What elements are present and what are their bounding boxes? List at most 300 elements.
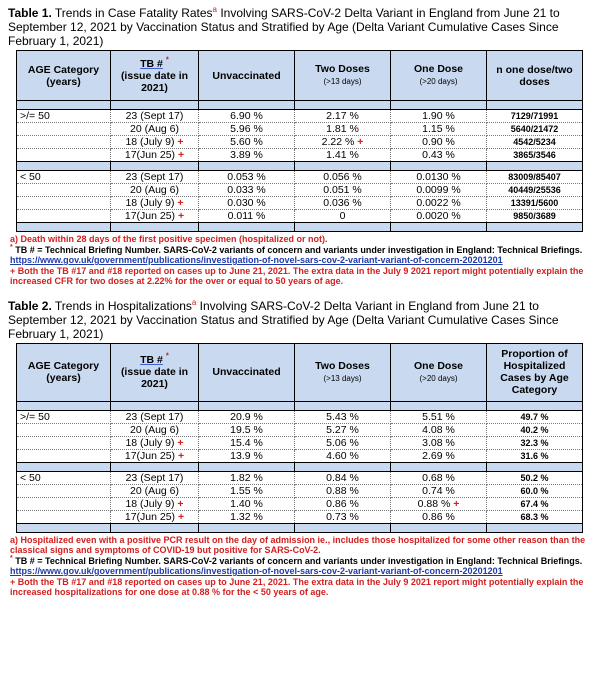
last-column-cell-value: 67.4 %	[520, 498, 549, 509]
plus-marker: +	[177, 197, 184, 209]
two-doses-cell	[295, 410, 391, 423]
separator-cell	[111, 523, 199, 532]
one-dose-cell-value: 0.0130 %	[416, 171, 461, 183]
table1-header-two-sub: (>13 days)	[323, 77, 362, 86]
unvaccinated-cell	[199, 149, 295, 162]
one-dose-cell	[391, 136, 487, 149]
last-column-cell-value: 13391/5600	[510, 198, 559, 208]
table2-header-unvax: Unvaccinated	[199, 343, 295, 401]
one-dose-cell-value: 5.51 %	[422, 410, 455, 423]
table2-header-one-sub: (>20 days)	[419, 373, 458, 383]
table2-note-tb	[10, 556, 598, 577]
age-category-cell	[17, 436, 111, 449]
two-doses-cell	[295, 484, 391, 497]
separator-cell	[199, 162, 295, 171]
table-row	[17, 184, 583, 197]
one-dose-cell-value: 0.43 %	[422, 149, 455, 161]
tb-cell	[111, 136, 199, 149]
last-column-cell	[487, 423, 583, 436]
table2-header-two-sub: (>13 days)	[323, 373, 362, 383]
separator-row	[17, 462, 583, 471]
unvaccinated-cell	[199, 484, 295, 497]
one-dose-cell-value: 2.69 %	[422, 449, 455, 462]
last-column-cell	[487, 471, 583, 484]
last-column-cell	[487, 510, 583, 523]
separator-row	[17, 162, 583, 171]
tb-cell	[111, 484, 199, 497]
unvaccinated-cell	[199, 436, 295, 449]
age-category-cell	[17, 184, 111, 197]
table1-note-link[interactable]: https://www.gov.uk/government/publications/investigation-of-novel-sars-cov-2-variant-variant-of-concern-20201201	[10, 255, 503, 265]
unvaccinated-cell-value: 0.033 %	[227, 184, 266, 196]
two-doses-cell-value: 0	[339, 210, 346, 222]
last-column-cell-value: 49.7 %	[520, 411, 549, 422]
one-dose-cell-value: 0.88 %	[417, 497, 451, 510]
tb-cell-value: 17(Jun 25)	[124, 149, 176, 161]
unvaccinated-cell	[199, 510, 295, 523]
tb-cell-value: 17(Jun 25)	[124, 210, 176, 222]
table2-body	[17, 401, 583, 532]
table-row	[17, 171, 583, 184]
last-column-cell	[487, 436, 583, 449]
two-doses-cell-value: 2.22 %	[321, 136, 355, 148]
separator-cell	[111, 162, 199, 171]
table1-header-two-label: Two Doses	[315, 63, 370, 75]
table-row	[17, 197, 583, 210]
plus-marker: +	[177, 149, 185, 161]
last-column-cell-value: 40.2 %	[520, 424, 549, 435]
two-doses-cell-value: 0.88 %	[326, 484, 359, 497]
separator-cell	[295, 101, 391, 110]
tb-cell-value: 18 (July 9)	[125, 436, 175, 449]
separator-cell	[199, 101, 295, 110]
separator-cell	[295, 523, 391, 532]
table1-header-tb	[111, 51, 199, 101]
table-row	[17, 136, 583, 149]
table2-note-plus: + Both the TB #17 and #18 reported on cases up to June 21, 2021. The extra data in the July 9 2021 report might potentially explain the increased hospitalizations for one dose at 0.88 % for the < 50 years of age.	[10, 576, 584, 597]
unvaccinated-cell-value: 1.32 %	[230, 510, 263, 523]
separator-row	[17, 401, 583, 410]
table1-header-unvax: Unvaccinated	[199, 51, 295, 101]
last-column-cell-value: 83009/85407	[508, 172, 561, 182]
last-column-cell-value: 68.3 %	[520, 511, 549, 522]
table2-label: Table 2.	[8, 298, 52, 313]
last-column-cell	[487, 136, 583, 149]
one-dose-cell	[391, 510, 487, 523]
age-category-cell	[17, 149, 111, 162]
tb-cell-value: 18 (July 9)	[125, 197, 175, 209]
unvaccinated-cell-value: 13.9 %	[230, 449, 263, 462]
table2-header-two-label: Two Doses	[315, 359, 370, 372]
separator-cell	[111, 462, 199, 471]
unvaccinated-cell-value: 1.40 %	[230, 497, 263, 510]
table2-header-row	[17, 343, 583, 401]
table2-header-last: Proportion of Hospitalized Cases by Age Category	[487, 343, 583, 401]
one-dose-cell-value: 0.0022 %	[416, 197, 461, 209]
last-column-cell-value: 50.2 %	[520, 472, 549, 483]
table2-caption-sup: a	[191, 297, 197, 307]
unvaccinated-cell-value: 1.82 %	[230, 471, 263, 484]
tb-cell-value: 23 (Sept 17)	[125, 171, 184, 183]
table-row	[17, 436, 583, 449]
plus-marker: +	[177, 210, 185, 222]
plus-marker: +	[177, 436, 184, 449]
age-category-cell	[17, 110, 111, 123]
unvaccinated-cell-value: 1.55 %	[230, 484, 263, 497]
two-doses-cell-value: 0.86 %	[326, 497, 359, 510]
age-category-cell	[17, 410, 111, 423]
separator-cell	[17, 462, 111, 471]
one-dose-cell	[391, 123, 487, 136]
one-dose-cell	[391, 149, 487, 162]
tb-cell-value: 20 (Aug 6)	[129, 484, 180, 497]
last-column-cell	[487, 184, 583, 197]
separator-cell	[295, 162, 391, 171]
unvaccinated-cell	[199, 184, 295, 197]
table2-note-tb-star: *	[10, 554, 13, 562]
tb-cell-value: 18 (July 9)	[125, 136, 175, 148]
table1-notes	[10, 234, 598, 287]
table1-note-tb-text: TB # = Technical Briefing Number. SARS-CoV-2 variants of concern and variants under investigation in England: Technical Briefings.	[12, 244, 583, 255]
separator-cell	[487, 162, 583, 171]
two-doses-cell-value: 5.43 %	[326, 410, 359, 423]
one-dose-cell-value: 1.90 %	[422, 110, 455, 122]
tb-cell	[111, 184, 199, 197]
two-doses-cell-value: 0.056 %	[323, 171, 362, 183]
two-doses-cell	[295, 471, 391, 484]
table-row	[17, 484, 583, 497]
separator-cell	[17, 223, 111, 232]
table2-header-two	[295, 343, 391, 401]
one-dose-cell	[391, 471, 487, 484]
table1-note-tb-star: *	[10, 243, 13, 251]
last-column-cell	[487, 171, 583, 184]
two-doses-cell-value: 5.27 %	[326, 423, 359, 436]
unvaccinated-cell	[199, 171, 295, 184]
table-row	[17, 410, 583, 423]
table2-header-tb-star: *	[165, 351, 169, 361]
separator-cell	[111, 101, 199, 110]
separator-row	[17, 101, 583, 110]
tb-cell-value: 20 (Aug 6)	[129, 123, 180, 135]
table2-note-link[interactable]: https://www.gov.uk/government/publications/investigation-of-novel-sars-cov-2-variant-variant-of-concern-20201201	[10, 566, 503, 576]
separator-cell	[199, 523, 295, 532]
last-column-cell	[487, 197, 583, 210]
table1-header-one-label: One Dose	[413, 63, 463, 75]
table-row	[17, 471, 583, 484]
one-dose-cell	[391, 436, 487, 449]
last-column-cell	[487, 449, 583, 462]
table2-caption-post: Involving SARS-CoV-2 Delta Variant in England from June 21 to September 12, 2021 by Vaccination Status and Stratified by Age (Delta Variant Cumulative Cases Since February 1, 2021)	[8, 298, 559, 341]
tb-cell-value: 17(Jun 25)	[124, 449, 176, 462]
two-doses-cell-value: 1.41 %	[326, 149, 359, 161]
table1-header-age: AGE Category (years)	[17, 51, 111, 101]
separator-cell	[295, 401, 391, 410]
age-category-cell	[17, 171, 111, 184]
age-category-cell	[17, 471, 111, 484]
separator-cell	[487, 523, 583, 532]
table2-note-a: a) Hospitalized even with a positive PCR result on the day of admission ie., includes those hospitalized for some other reason than the classical signs and symptoms of COVID-19 but positive for SARS-CoV-2.	[10, 534, 586, 555]
one-dose-cell	[391, 110, 487, 123]
table-row	[17, 123, 583, 136]
unvaccinated-cell-value: 19.5 %	[230, 423, 263, 436]
table1-caption	[8, 6, 598, 48]
tb-cell	[111, 210, 199, 223]
separator-cell	[295, 223, 391, 232]
plus-marker: +	[177, 136, 184, 148]
one-dose-cell-value: 3.08 %	[422, 436, 455, 449]
table2-header-one-label: One Dose	[413, 359, 463, 372]
separator-cell	[111, 401, 199, 410]
separator-cell	[391, 401, 487, 410]
separator-cell	[487, 462, 583, 471]
table1-header-tb-sub: (issue date in 2021)	[120, 69, 189, 94]
one-dose-cell	[391, 197, 487, 210]
table-row	[17, 510, 583, 523]
two-doses-cell	[295, 171, 391, 184]
one-dose-cell-value: 0.90 %	[422, 136, 455, 148]
tb-cell	[111, 123, 199, 136]
tb-cell	[111, 171, 199, 184]
last-column-cell	[487, 484, 583, 497]
tb-cell-value: 20 (Aug 6)	[129, 423, 180, 436]
tb-cell	[111, 110, 199, 123]
last-column-cell-value: 7129/71991	[510, 111, 559, 121]
separator-cell	[199, 462, 295, 471]
tb-cell	[111, 449, 199, 462]
plus-marker: +	[177, 449, 185, 462]
separator-cell	[199, 401, 295, 410]
tb-cell	[111, 149, 199, 162]
separator-cell	[17, 523, 111, 532]
table2-header-tb-label: TB #	[140, 354, 163, 366]
table-row	[17, 449, 583, 462]
tb-cell	[111, 497, 199, 510]
age-category-cell	[17, 197, 111, 210]
last-column-cell-value: 4542/5234	[513, 137, 556, 147]
table2-notes	[10, 535, 598, 598]
separator-cell	[487, 401, 583, 410]
two-doses-cell	[295, 210, 391, 223]
tb-cell	[111, 410, 199, 423]
two-doses-cell	[295, 497, 391, 510]
unvaccinated-cell	[199, 497, 295, 510]
unvaccinated-cell	[199, 210, 295, 223]
tb-cell	[111, 423, 199, 436]
age-category-cell	[17, 210, 111, 223]
unvaccinated-cell-value: 3.89 %	[230, 149, 263, 161]
tb-cell	[111, 510, 199, 523]
age-category-cell-value: < 50	[20, 171, 41, 183]
two-doses-cell	[295, 123, 391, 136]
table1-label: Table 1.	[8, 6, 52, 20]
tb-cell-value: 17(Jun 25)	[124, 510, 176, 523]
unvaccinated-cell-value: 20.9 %	[230, 410, 263, 423]
last-column-cell	[487, 410, 583, 423]
table2-header-one	[391, 343, 487, 401]
unvaccinated-cell	[199, 136, 295, 149]
two-doses-cell-value: 0.036 %	[323, 197, 362, 209]
two-doses-cell	[295, 184, 391, 197]
age-category-cell-value: >/= 50	[20, 410, 50, 423]
two-doses-cell	[295, 449, 391, 462]
separator-row	[17, 223, 583, 232]
unvaccinated-cell-value: 5.60 %	[230, 136, 263, 148]
one-dose-cell-value: 0.86 %	[422, 510, 455, 523]
separator-cell	[391, 101, 487, 110]
two-doses-cell-value: 1.81 %	[326, 123, 359, 135]
age-category-cell	[17, 423, 111, 436]
two-doses-cell	[295, 149, 391, 162]
one-dose-cell-value: 0.0099 %	[416, 184, 461, 196]
two-doses-cell-value: 4.60 %	[326, 449, 359, 462]
age-category-cell	[17, 484, 111, 497]
one-dose-cell-value: 0.74 %	[422, 484, 455, 497]
table1-header-one-sub: (>20 days)	[419, 77, 458, 86]
one-dose-cell	[391, 210, 487, 223]
two-doses-cell	[295, 510, 391, 523]
table1-header-one	[391, 51, 487, 101]
unvaccinated-cell-value: 6.90 %	[230, 110, 263, 122]
separator-cell	[391, 162, 487, 171]
unvaccinated-cell	[199, 471, 295, 484]
tb-cell-value: 23 (Sept 17)	[125, 410, 184, 423]
table1-body	[17, 101, 583, 232]
unvaccinated-cell-value: 0.011 %	[227, 210, 266, 222]
unvaccinated-cell-value: 5.96 %	[230, 123, 263, 135]
table1-caption-pre: Trends in Case Fatality Rates	[54, 6, 213, 20]
last-column-cell	[487, 110, 583, 123]
table-row	[17, 423, 583, 436]
tb-cell-value: 23 (Sept 17)	[125, 110, 184, 122]
one-dose-cell-value: 4.08 %	[422, 423, 455, 436]
age-category-cell-value: < 50	[20, 471, 41, 484]
unvaccinated-cell-value: 15.4 %	[230, 436, 263, 449]
one-dose-cell	[391, 423, 487, 436]
separator-cell	[199, 223, 295, 232]
table-row	[17, 149, 583, 162]
one-dose-cell-value: 0.0020 %	[416, 210, 461, 222]
separator-cell	[391, 523, 487, 532]
table1	[16, 50, 583, 232]
table-row	[17, 110, 583, 123]
age-category-cell	[17, 497, 111, 510]
table-row	[17, 210, 583, 223]
two-doses-cell-value: 2.17 %	[326, 110, 359, 122]
tb-cell	[111, 436, 199, 449]
separator-cell	[487, 101, 583, 110]
unvaccinated-cell	[199, 410, 295, 423]
tb-cell	[111, 197, 199, 210]
last-column-cell-value: 9850/3689	[513, 211, 556, 221]
two-doses-cell	[295, 197, 391, 210]
separator-cell	[17, 101, 111, 110]
table2-header-tb-sub: (issue date in 2021)	[120, 366, 189, 390]
age-category-cell	[17, 123, 111, 136]
two-doses-cell-value: 5.06 %	[326, 436, 359, 449]
unvaccinated-cell-value: 0.030 %	[227, 197, 266, 209]
last-column-cell-value: 3865/3546	[513, 150, 556, 160]
unvaccinated-cell	[199, 449, 295, 462]
plus-marker: +	[177, 497, 184, 510]
two-doses-cell-value: 0.051 %	[323, 184, 362, 196]
two-doses-cell	[295, 436, 391, 449]
last-column-cell-value: 31.6 %	[520, 450, 549, 461]
table2	[16, 343, 583, 533]
table-row	[17, 497, 583, 510]
two-doses-cell-value: 0.73 %	[326, 510, 359, 523]
two-doses-cell-value: 0.84 %	[326, 471, 359, 484]
table1-note-tb	[10, 245, 598, 266]
last-column-cell	[487, 210, 583, 223]
tb-cell-value: 23 (Sept 17)	[125, 471, 184, 484]
separator-cell	[295, 462, 391, 471]
age-category-cell-value: >/= 50	[20, 110, 50, 122]
two-doses-cell	[295, 110, 391, 123]
table1-header-two	[295, 51, 391, 101]
tb-cell	[111, 471, 199, 484]
tb-cell-value: 18 (July 9)	[125, 497, 175, 510]
one-dose-cell	[391, 410, 487, 423]
one-dose-cell	[391, 497, 487, 510]
unvaccinated-cell	[199, 197, 295, 210]
separator-cell	[487, 223, 583, 232]
table1-header-row	[17, 51, 583, 101]
unvaccinated-cell	[199, 123, 295, 136]
one-dose-cell	[391, 484, 487, 497]
last-column-cell	[487, 123, 583, 136]
table2-caption-pre: Trends in Hospitalizations	[54, 298, 192, 313]
table1-caption-sup: a	[212, 5, 217, 14]
separator-cell	[391, 223, 487, 232]
age-category-cell	[17, 136, 111, 149]
table1-header-last: n one dose/two doses	[487, 51, 583, 101]
last-column-cell	[487, 149, 583, 162]
one-dose-cell-value: 0.68 %	[422, 471, 455, 484]
one-dose-cell	[391, 449, 487, 462]
table1-note-a: a) Death within 28 days of the first positive specimen (hospitalized or not).	[10, 234, 328, 244]
table2-header-age: AGE Category (years)	[17, 343, 111, 401]
unvaccinated-cell	[199, 423, 295, 436]
table1-note-plus: + Both the TB #17 and #18 reported on cases up to June 21, 2021. The extra data in the July 9 2021 report might potentially explain the increased CFR for two doses at 2.22% for the over or equal to 50 years of age.	[10, 265, 584, 286]
table2-caption	[8, 299, 598, 341]
one-dose-cell-value: 1.15 %	[422, 123, 455, 135]
table2-header-tb	[111, 343, 199, 401]
age-category-cell	[17, 449, 111, 462]
last-column-cell-value: 32.3 %	[520, 437, 549, 448]
plus-marker: +	[357, 136, 364, 148]
plus-marker: +	[453, 497, 460, 510]
age-category-cell	[17, 510, 111, 523]
unvaccinated-cell	[199, 110, 295, 123]
table1-header-tb-label: TB #	[140, 57, 163, 70]
two-doses-cell	[295, 423, 391, 436]
separator-cell	[17, 162, 111, 171]
plus-marker: +	[177, 510, 185, 523]
unvaccinated-cell-value: 0.053 %	[227, 171, 266, 183]
one-dose-cell	[391, 171, 487, 184]
two-doses-cell	[295, 136, 391, 149]
last-column-cell-value: 5640/21472	[510, 124, 559, 134]
separator-cell	[17, 401, 111, 410]
last-column-cell	[487, 497, 583, 510]
one-dose-cell	[391, 184, 487, 197]
table2-note-tb-text: TB # = Technical Briefing Number. SARS-CoV-2 variants of concern and variants under investigation in England: Technical Briefings.	[12, 555, 583, 566]
table1-header-tb-star: *	[165, 55, 169, 64]
separator-cell	[111, 223, 199, 232]
last-column-cell-value: 60.0 %	[520, 485, 549, 496]
tb-cell-value: 20 (Aug 6)	[129, 184, 180, 196]
